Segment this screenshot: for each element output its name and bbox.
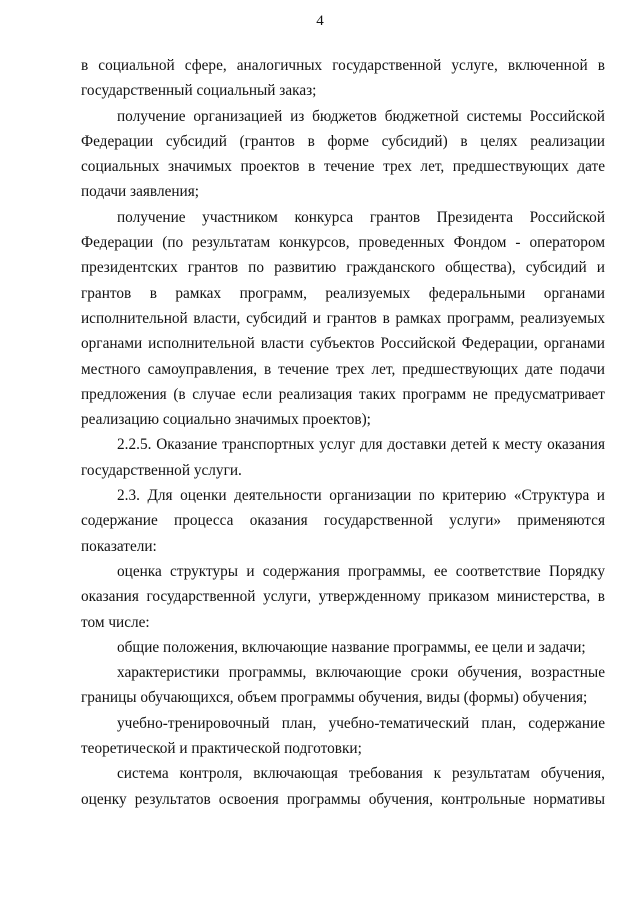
- text-line: 2.2.5. Оказание транспортных услуг для доставки детей к месту оказания: [117, 436, 605, 454]
- text-line: президентских грантов по развитию гражданского общества), субсидий и: [81, 259, 605, 277]
- document-body: [81, 53, 605, 812]
- text-line: подачи заявления;: [81, 183, 200, 201]
- text-line: в социальной сфере, аналогичных государственной услуге, включенной в: [81, 57, 605, 74]
- text-line: Федерации (по результатам конкурсов, проведенных Фондом - оператором: [81, 234, 605, 252]
- text-line: оценку результатов освоения программы обучения, контрольные нормативы: [81, 790, 605, 808]
- text-line: границы обучающихся, объем программы обучения, виды (формы) обучения;: [81, 689, 588, 707]
- text-line: характеристики программы, включающие сроки обучения, возрастные: [117, 664, 605, 682]
- text-line: социальных значимых проектов в течение трех лет, предшествующих дате: [81, 158, 605, 176]
- text-line: 2.3. Для оценки деятельности организации по критерию «Структура и: [117, 487, 605, 505]
- text-line: общие положения, включающие название программы, ее цели и задачи;: [117, 638, 586, 656]
- text-line: органами исполнительной власти субъектов Российской Федерации, органами: [81, 335, 605, 353]
- text-line: исполнительной власти, субсидий и грантов в рамках программ, реализуемых: [81, 309, 605, 327]
- text-line: теоретической и практической подготовки;: [81, 740, 362, 758]
- text-line: местного самоуправления, в течение трех лет, предшествующих дате подачи: [81, 360, 605, 378]
- text-line: оценка структуры и содержания программы, ее соответствие Порядку: [117, 562, 605, 580]
- text-line: учебно-тренировочный план, учебно-тематический план, содержание: [117, 714, 605, 732]
- text-line: государственный социальный заказ;: [81, 82, 317, 100]
- text-line: том числе:: [81, 613, 150, 631]
- text-line: грантов в рамках программ, реализуемых федеральными органами: [81, 284, 605, 302]
- text-line: получение участником конкурса грантов Президента Российской: [117, 208, 605, 226]
- text-line: получение организацией из бюджетов бюджетной системы Российской: [117, 107, 605, 125]
- text-line: предложения (в случае если реализация таких программ не предусматривает: [81, 385, 605, 403]
- text-line: система контроля, включающая требования к результатам обучения,: [117, 765, 605, 783]
- text-line: государственной услуги.: [81, 461, 242, 479]
- text-line: Федерации субсидий (грантов в форме субсидий) в целях реализации: [81, 132, 605, 150]
- text-line: реализацию социально значимых проектов);: [81, 411, 371, 429]
- text-line: оказания государственной услуги, утвержденному приказом министерства, в: [81, 588, 605, 606]
- text-line: содержание процесса оказания государственной услуги» применяются: [81, 512, 605, 530]
- text-line: показатели:: [81, 537, 157, 555]
- page-number: 4: [316, 13, 324, 29]
